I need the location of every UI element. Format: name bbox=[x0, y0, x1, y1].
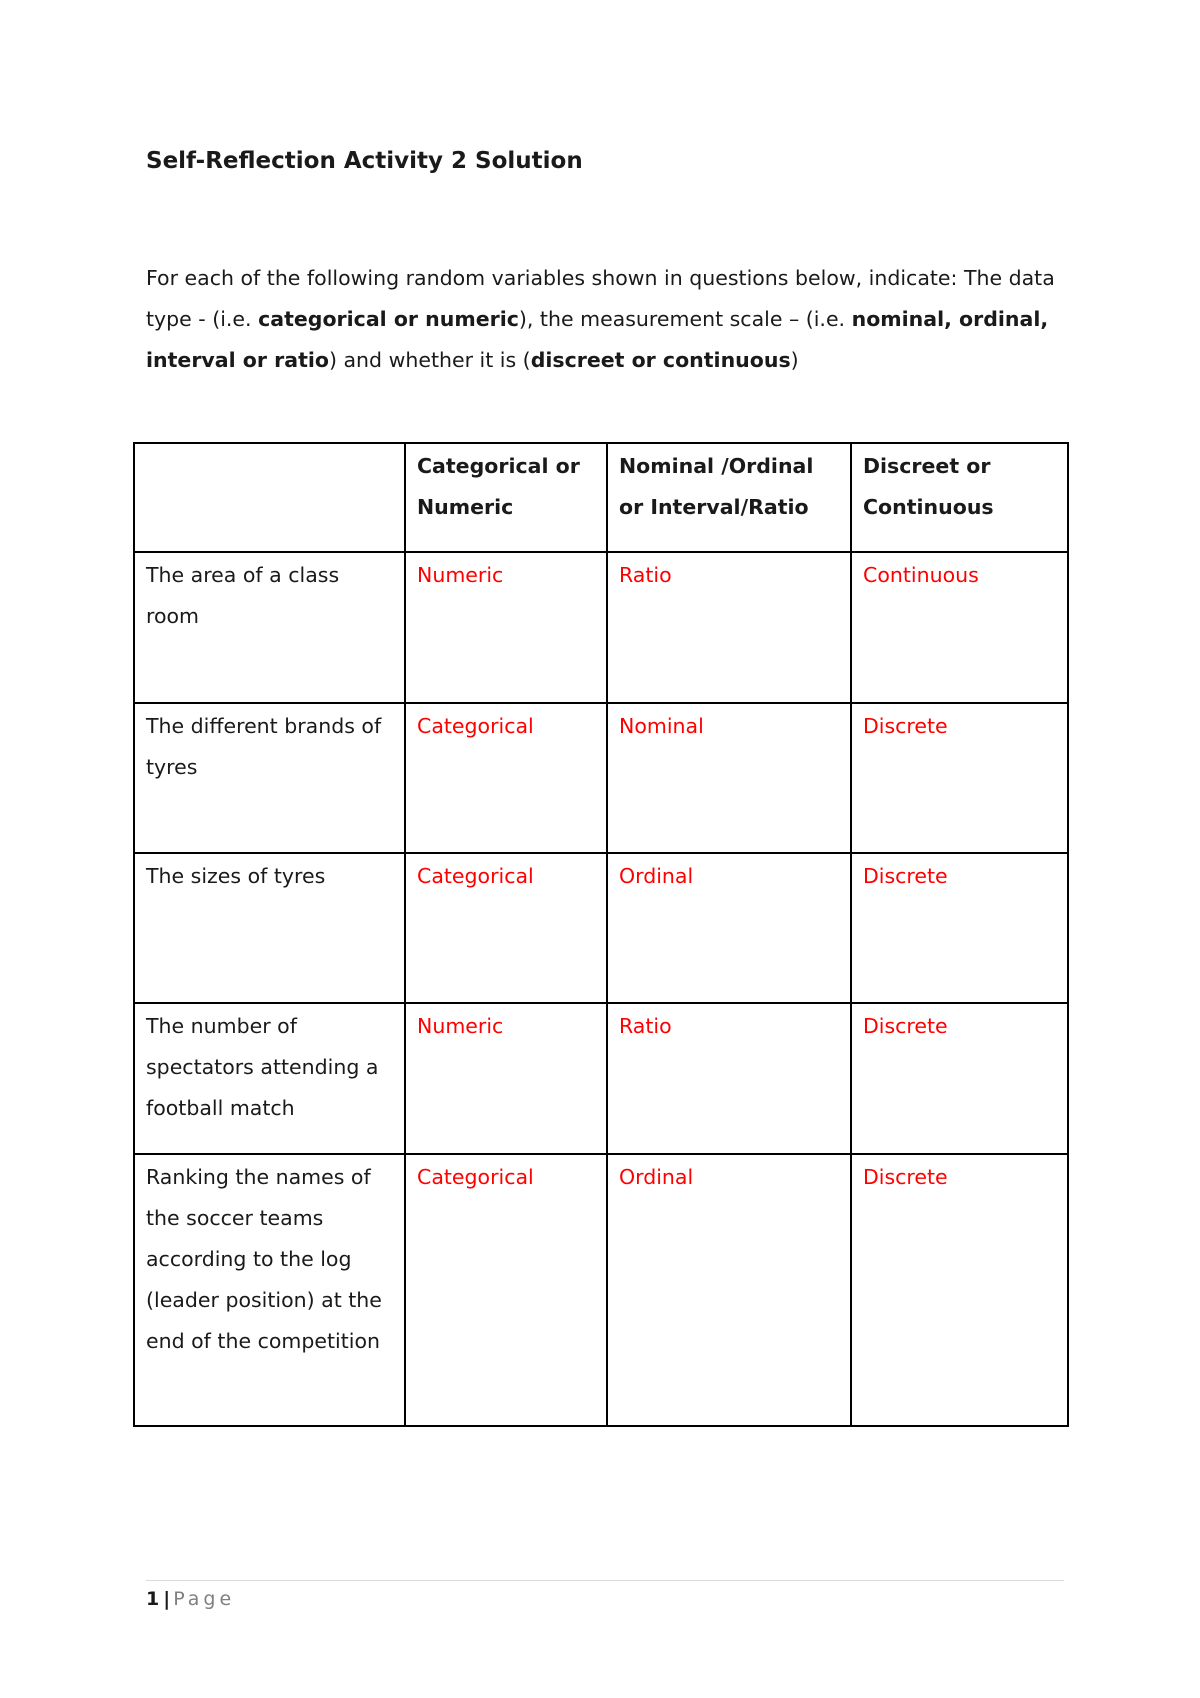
table-header-row bbox=[134, 443, 1068, 552]
footer-divider bbox=[146, 1580, 1064, 1581]
instructions-paragraph bbox=[146, 258, 1061, 381]
header-categorical-or-numeric: Categorical or Numeric bbox=[405, 443, 607, 552]
type-answer-cell: Numeric bbox=[405, 1003, 607, 1154]
answer-table bbox=[133, 442, 1069, 1427]
page-footer bbox=[146, 1586, 235, 1612]
table-row bbox=[134, 1154, 1068, 1426]
intro-text-2: ), the measurement scale – (i.e. bbox=[518, 307, 852, 331]
scale-answer-cell: Ordinal bbox=[607, 1154, 851, 1426]
variable-cell: The different brands of tyres bbox=[134, 703, 405, 853]
intro-text-3: ) and whether it is ( bbox=[328, 348, 531, 372]
type-answer-cell: Categorical bbox=[405, 703, 607, 853]
intro-bold-data-type: categorical or numeric bbox=[258, 307, 519, 331]
intro-text-1: For each of the following random variables shown in questions below, indicate: The data type - (i.e. bbox=[146, 266, 1055, 331]
type-answer-cell: Categorical bbox=[405, 853, 607, 1003]
continuity-answer-cell: Discrete bbox=[851, 1154, 1068, 1426]
scale-answer-cell: Ordinal bbox=[607, 853, 851, 1003]
scale-answer-cell: Ratio bbox=[607, 1003, 851, 1154]
page-label: Page bbox=[173, 1588, 236, 1610]
header-discreet-or-continuous: Discreet or Continuous bbox=[851, 443, 1068, 552]
continuity-answer-cell: Discrete bbox=[851, 1003, 1068, 1154]
continuity-answer-cell: Discrete bbox=[851, 703, 1068, 853]
table-row bbox=[134, 552, 1068, 703]
variable-cell: Ranking the names of the soccer teams according to the log (leader position) at the end of the competition bbox=[134, 1154, 405, 1426]
type-answer-cell: Categorical bbox=[405, 1154, 607, 1426]
intro-bold-continuity: discreet or continuous bbox=[530, 348, 791, 372]
intro-text-4: ) bbox=[790, 348, 799, 372]
variable-cell: The area of a class room bbox=[134, 552, 405, 703]
table-row bbox=[134, 1003, 1068, 1154]
page-number: 1 bbox=[146, 1588, 160, 1610]
answer-table-container bbox=[133, 442, 1069, 1427]
table-row bbox=[134, 703, 1068, 853]
scale-answer-cell: Ratio bbox=[607, 552, 851, 703]
continuity-answer-cell: Discrete bbox=[851, 853, 1068, 1003]
type-answer-cell: Numeric bbox=[405, 552, 607, 703]
variable-cell: The number of spectators attending a football match bbox=[134, 1003, 405, 1154]
intro-bold-scale: nominal, ordinal, interval or ratio bbox=[146, 307, 1049, 372]
page-title: Self-Reflection Activity 2 Solution bbox=[146, 148, 583, 174]
table-row bbox=[134, 853, 1068, 1003]
header-empty-cell bbox=[134, 443, 405, 552]
continuity-answer-cell: Continuous bbox=[851, 552, 1068, 703]
scale-answer-cell: Nominal bbox=[607, 703, 851, 853]
header-measurement-scale: Nominal /Ordinal or Interval/Ratio bbox=[607, 443, 851, 552]
variable-cell: The sizes of tyres bbox=[134, 853, 405, 1003]
footer-separator: | bbox=[163, 1588, 171, 1610]
